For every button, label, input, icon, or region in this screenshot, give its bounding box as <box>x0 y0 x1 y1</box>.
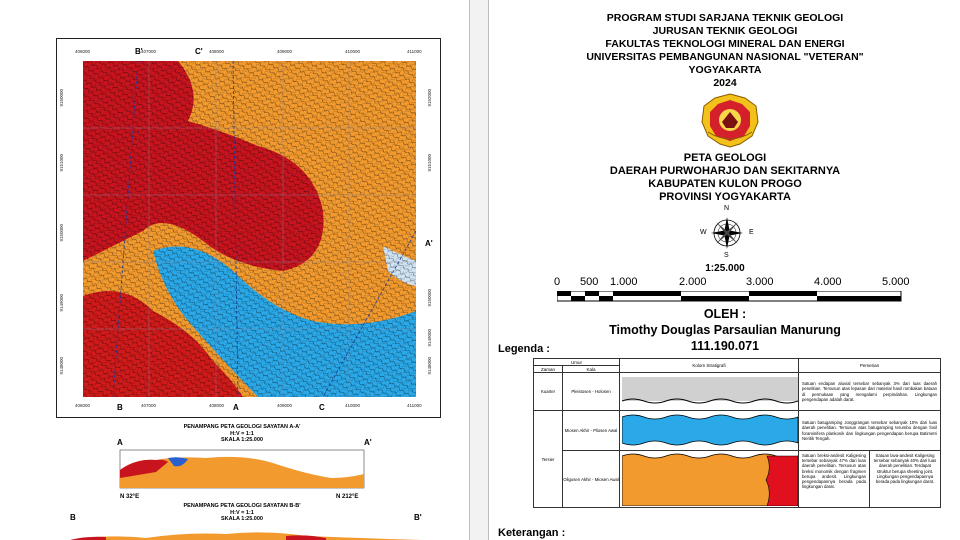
scale-ratio: 1:25.000 <box>705 263 745 274</box>
col-umur: Umur <box>534 359 620 366</box>
geologic-map-frame[interactable] <box>56 38 441 418</box>
section-aa-dir-left: N 32°E <box>120 494 140 500</box>
header-year: 2024 <box>713 77 737 89</box>
legend-title: Legenda : <box>498 343 550 355</box>
left-map-sheet <box>0 0 470 540</box>
col-kala: Kala <box>563 366 620 373</box>
top-tick: 411000 <box>407 49 422 54</box>
row-zaman: Kuarter <box>534 373 563 411</box>
map-title-4: PROVINSI YOGYAKARTA <box>659 191 791 203</box>
bottom-tick: 409000 <box>277 403 293 408</box>
row-zaman: Tersier <box>534 411 563 508</box>
row-desc: Satuan batugamping Jonggrangan tersebar sebanyak 10% dari luas daerah penelitian. Tersusun atas batugamping terumbu dengan fosil foraminifera plankonik dan lingkungan pengendapan berupa Batimetri Neritik Tengah. <box>798 411 940 451</box>
right-tick: 9152000 <box>427 89 432 107</box>
contour-overlay-2 <box>83 61 416 397</box>
section-bb-end: B' <box>414 513 422 522</box>
stratigraphy-legend-table <box>533 358 941 508</box>
scale-label: 500 <box>580 276 599 288</box>
row-kala: Miosen Akhir - Pliosen Awal <box>563 411 620 451</box>
right-tick: 9150000 <box>427 289 432 307</box>
section-bb-scale: SKALA 1:25.000 <box>221 516 263 522</box>
left-tick: 9151000 <box>59 154 64 172</box>
legend-row <box>534 373 941 411</box>
top-tick: 407000 <box>141 49 157 54</box>
section-bb-title-block <box>92 503 392 523</box>
breksi-lava-column <box>622 452 798 506</box>
author-label: OLEH : <box>703 307 747 321</box>
scale-label: 0 <box>554 276 561 288</box>
top-tick: 408000 <box>209 49 225 54</box>
legend-row <box>534 451 941 508</box>
row-kala: Pleistosen - Holosen <box>563 373 620 411</box>
section-bb-hv: H:V = 1:1 <box>230 509 254 516</box>
section-label-a-prime: A' <box>425 239 433 248</box>
section-aa-hv: H:V = 1:1 <box>230 430 254 437</box>
section-label-c: C <box>319 403 325 412</box>
section-aa-title: PENAMPANG PETA GEOLOGI SAYATAN A-A' <box>183 424 301 430</box>
compass-s: S <box>724 252 729 259</box>
row-desc: Satuan breksi-andesit Kaligesing tersebar sebanyak 47% dari luas daerah penelitian. Tersusun atas breksi monomik dengan fragmen berupa andesit. Lingkungan pengendapannya berada pada lingkungan darat. <box>799 451 870 507</box>
left-tick: 9150000 <box>59 89 64 107</box>
bottom-tick: 407000 <box>141 403 157 408</box>
bottom-tick: 410000 <box>345 403 361 408</box>
bottom-tick: 406000 <box>75 403 91 408</box>
header-line-1: PROGRAM STUDI SARJANA TEKNIK GEOLOGI <box>606 12 844 24</box>
scale-label: 4.000 <box>814 276 842 288</box>
right-tick: 9149000 <box>427 329 432 347</box>
col-kolom: Kolom Stratigrafi <box>619 359 798 373</box>
map-title-3: KABUPATEN KULON PROGO <box>648 178 802 190</box>
section-bb-start: B <box>70 513 76 522</box>
batugamping-column <box>622 411 798 449</box>
section-bb-title: PENAMPANG PETA GEOLOGI SAYATAN B-B' <box>183 503 301 509</box>
compass-e: E <box>749 229 754 236</box>
header-line-2: JURUSAN TEKNIK GEOLOGI <box>652 25 798 37</box>
bottom-tick: 408000 <box>209 403 225 408</box>
left-tick: 9150000 <box>59 224 64 242</box>
aluvial-column <box>622 377 798 405</box>
cross-section-bb <box>66 524 426 540</box>
right-tick: 9148000 <box>427 357 432 375</box>
legend-row <box>534 411 941 451</box>
top-tick: 409000 <box>277 49 293 54</box>
section-aa-start: A <box>117 438 123 447</box>
scale-label: 5.000 <box>882 276 910 288</box>
bottom-tick: 411000 <box>407 403 422 408</box>
section-label-b: B <box>117 403 123 412</box>
section-aa-dir-right: N 212°E <box>336 494 359 500</box>
row-kala: Oligosen Akhir - Miosen Awal <box>563 451 620 508</box>
map-title-2: DAERAH PURWOHARJO DAN SEKITARNYA <box>609 165 841 177</box>
header-line-5: YOGYAKARTA <box>688 64 762 76</box>
left-tick: 9149000 <box>59 294 64 312</box>
compass-w: W <box>700 229 707 236</box>
map-title-1: PETA GEOLOGI <box>683 152 767 164</box>
top-tick: 410000 <box>345 49 361 54</box>
compass-n: N <box>724 205 730 212</box>
row-desc-2: Satuan lava-andesit Kaligesing tersebar sebanyak 40% dari luas daerah penelitian. Terdapat struktur berupa sheeting joint. Lingkungan pengendapannya berada pada lingkungan darat. <box>873 453 937 485</box>
scale-bar <box>557 291 903 303</box>
section-label-b-prime: B' <box>135 47 143 56</box>
section-aa-end: A' <box>364 438 372 447</box>
geologic-map[interactable] <box>83 61 416 397</box>
right-tick: 9151000 <box>427 154 432 172</box>
university-logo <box>700 92 760 148</box>
row-desc: Satuan endapan aluvial tersebar sebanyak 3% dari luas daerah penelitian. Tersusun atas lepasan dari material hasil rombakan batuan di permukaan yang mengalami perpindahan. Lingkungan pengendapan adalah darat. <box>798 373 940 411</box>
scale-label: 1.000 <box>610 276 638 288</box>
section-aa-scale: SKALA 1:25.000 <box>221 437 263 443</box>
top-tick: 406000 <box>75 49 91 54</box>
scale-label: 3.000 <box>746 276 774 288</box>
section-label-c-prime: C' <box>195 47 203 56</box>
col-zaman: Zaman <box>534 366 563 373</box>
left-tick: 9148000 <box>59 357 64 375</box>
cross-section-aa <box>116 448 368 494</box>
page-gutter <box>470 0 488 540</box>
section-aa-title-block <box>92 424 392 444</box>
header-line-3: FAKULTAS TEKNOLOGI MINERAL DAN ENERGI <box>605 38 845 50</box>
scale-label: 2.000 <box>679 276 707 288</box>
author-name: Timothy Douglas Parsaulian Manurung <box>609 323 841 337</box>
keterangan-title: Keterangan : <box>498 527 566 539</box>
section-label-a: A <box>233 403 239 412</box>
header-line-4: UNIVERSITAS PEMBANGUNAN NASIONAL "VETERAN" <box>586 51 864 63</box>
author-nim: 111.190.071 <box>690 339 760 353</box>
col-pemerian: Pemerian <box>798 359 940 373</box>
